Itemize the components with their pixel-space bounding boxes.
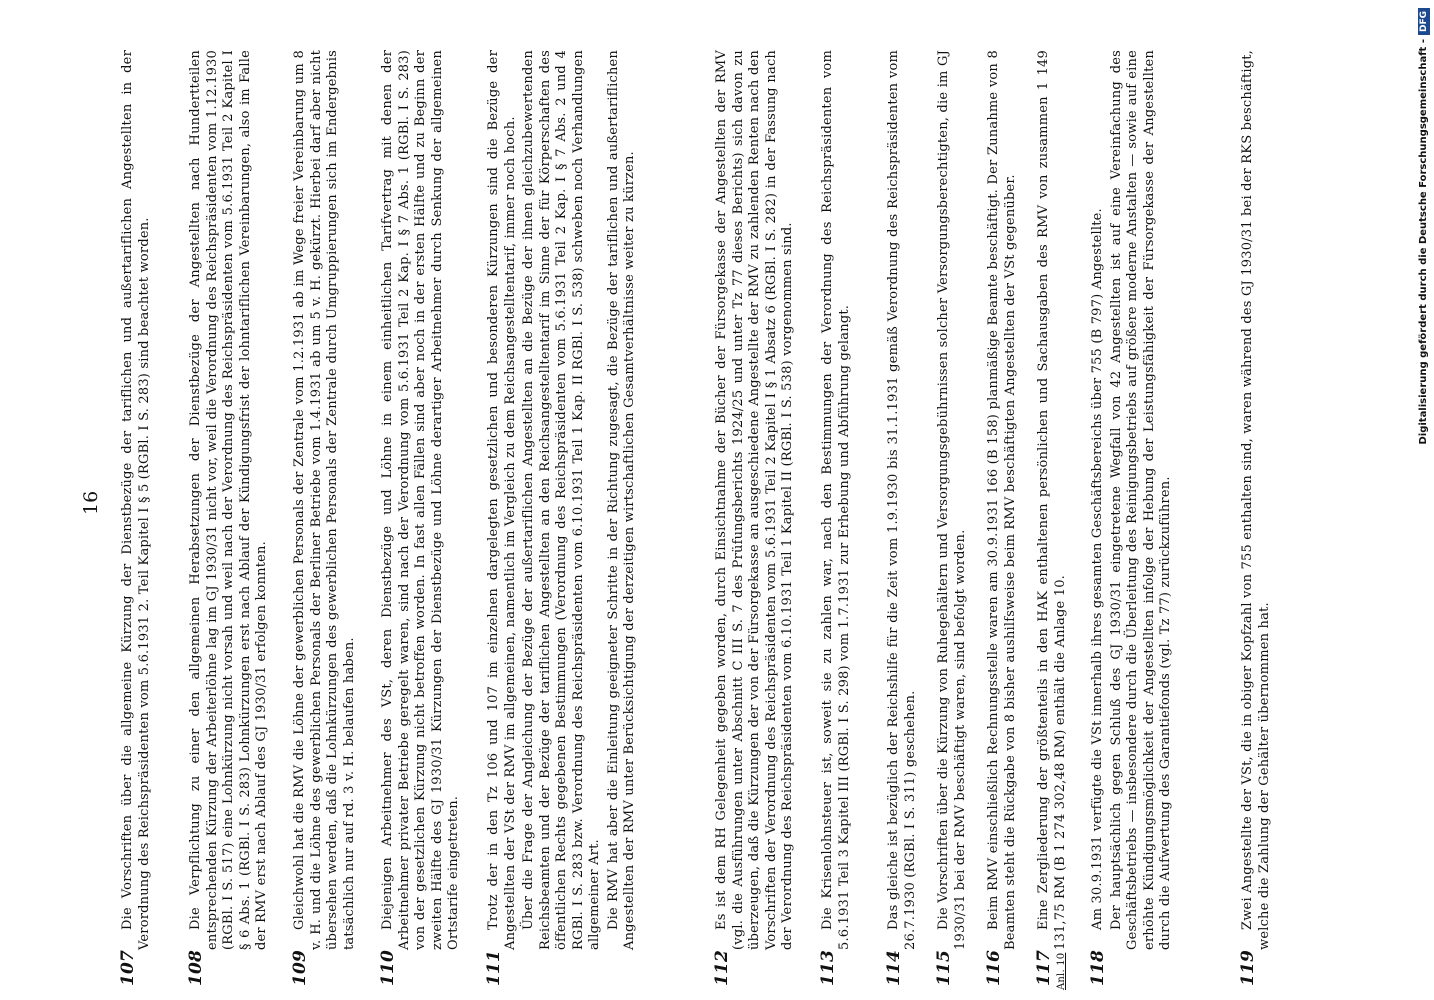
paragraph-number: 110 xyxy=(378,949,398,986)
paragraph-number: 114 xyxy=(884,949,904,986)
paragraph-text: Über die Frage der Angleichung der Bezüge der außertariflichen Angestellten an die Bezüge der ihnen gleichzubewertenden Reichsbeamten und der Bezüge der tariflichen Angestellten an den Reichsangestelltentarif im Sinne der für Körperschaften des öffentlichen Rechts gegebenen Bestimmungen (Verordnung des Reichspräsidenten vom 5.6.1931 Teil 2 Kap. I § 7 Abs. 2 und 4 RGBl. I S. 283 bzw. Verordnung des Reichspräsidenten vom 6.10.1931 Teil 1 Kap. II RGBl. I S. 538) schweben noch Verhandlungen allgemeiner Art. xyxy=(521,50,602,950)
paragraph-text: Am 30.9.1931 verfügte die VSt innerhalb ihres gesamten Geschäftsbereichs über 755 (B 797) Angestellte. xyxy=(1090,208,1105,930)
dfg-logo: DFG xyxy=(1418,8,1430,35)
digitization-credit xyxy=(1416,8,1432,988)
paragraph-text: Zwei Angestellte der VSt, die in obiger Kopfzahl von 755 enthalten sind, waren während des GJ 1930/31 bei der RKS beschäftigt, welche die Zahlung der Gehälter übernommen hat. xyxy=(1240,50,1272,950)
paragraph-text: Die Verpflichtung zu einer den allgemeinen Herabsetzungen der Dienstbezüge der Angestellten nach Hundertteilen entsprechenden Kürzung der Arbeiterlöhne lag im GJ 1930/31 nicht vor, weil die Verordnung des Reichspräsidenten vom 1.12.1930 (RGBl. I S. 517) eine Lohnkürzung nicht vorsah und weil nach der Verordnung des Reichspräsidenten vom 5.6.1931 Teil 2 Kapitel I § 6 Abs. 1 (RGBl. I S. 283) Lohnkürzungen erst nach Ablauf der Kündigungsfrist der lohntariflichen Vereinbarungen, also im Falle der RMV erst nach Ablauf des GJ 1930/31 erfolgen konnten. xyxy=(188,50,269,950)
paragraph-115 xyxy=(934,50,969,986)
paragraph-117 xyxy=(1034,50,1069,990)
paragraph-number: 111 xyxy=(484,949,504,986)
page-number: 16 xyxy=(80,490,102,515)
paragraph-119 xyxy=(1238,50,1273,986)
paragraph-110 xyxy=(378,50,463,986)
paragraph-text: Die Vorschriften über die Kürzung von Ruhegehältern und Versorgungsgebührnissen solcher Versorgungsberechtigten, die im GJ 1930/31 bei der RMV beschäftigt waren, sind befolgt worden. xyxy=(936,50,968,950)
paragraph-text: Es ist dem RH Gelegenheit gegeben worden, durch Einsichtnahme der Bücher der Fürsorgekasse der Angestellten der RMV (vgl. die Ausführungen unter Abschnitt C III S. 7 des Prüfungsberichts 1924/25 und unter Tz 77 dieses Berichts) sich davon zu überzeugen, daß die Kürzungen der von der Fürsorgekasse an ausgeschiedene Angestellte der RMV zu zahlenden Renten nach den Vorschriften der Verordnung des Reichspräsidenten vom 5.6.1931 Teil 2 Kapitel I § 1 Absatz 6 (RGBl. I S. 282) in der Fassung nach der Verordnung des Reichspräsidenten vom 6.10.1931 Teil 1 Kapitel II (RGBl. I S. 538) vorgenommen sind. xyxy=(714,50,795,950)
paragraph-number: 115 xyxy=(934,949,954,986)
paragraph-number: 116 xyxy=(984,949,1004,986)
paragraph-number: 118 xyxy=(1088,949,1108,986)
paragraph-113 xyxy=(818,50,853,986)
paragraph-text: Die RMV hat aber die Einleitung geeigneter Schritte in der Richtung zugesagt, die Bezüge der tariflichen und außertariflichen Angestellten der RMV unter Berücksichtigung der derzeitigen wirtschaftlichen Gesamtverhältnisse weiter zu kürzen. xyxy=(605,50,637,950)
paragraph-text: Das gleiche ist bezüglich der Reichshilfe für die Zeit vom 1.9.1930 bis 31.1.1931 gemäß Verordnung des Reichspräsidenten vom 26.7.1930 (RGBl. I S. 311) geschehen. xyxy=(886,50,918,950)
paragraph-111 xyxy=(484,50,639,986)
paragraph-112 xyxy=(712,50,797,986)
paragraph-number: 113 xyxy=(818,949,838,986)
paragraph-number: 112 xyxy=(712,949,732,986)
paragraph-number: 109 xyxy=(290,949,310,986)
paragraph-text: Die Krisenlohnsteuer ist, soweit sie zu zahlen war, nach den Bestimmungen der Verordnung des Reichspräsidenten vom 5.6.1931 Teil 3 Kapitel III (RGBl. I S. 298) vom 1.7.1931 zur Erhebung und Abführung gelangt. xyxy=(820,50,852,950)
paragraph-116 xyxy=(984,50,1019,986)
credit-text: Digitalisierung gefördert durch die Deutsche Forschungsgemeinschaft - xyxy=(1418,39,1429,445)
document-page xyxy=(60,10,1390,990)
paragraph-107 xyxy=(118,50,153,986)
paragraph-118 xyxy=(1088,50,1175,986)
paragraph-number: 119 xyxy=(1238,949,1258,986)
paragraph-text: Die Vorschriften über die allgemeine Kürzung der Dienstbezüge der tariflichen und außertariflichen Angestellten in der Verordnung des Reichspräsidenten vom 5.6.1931 2. Teil Kapitel I § 5 (RGBl. I S. 283) sind beachtet worden. xyxy=(120,50,152,950)
paragraph-text: Beim RMV einschließlich Rechnungsstelle waren am 30.9.1931 166 (B 158) planmäßige Beamte beschäftigt. Der Zunahme von 8 Beamten steht die Rückgabe von 8 bisher aushilfsweise beim RMV beschäftigten Angestellten der VSt gegenüber. xyxy=(986,50,1018,950)
paragraph-number: 107 xyxy=(118,949,138,986)
paragraph-109 xyxy=(290,50,358,986)
paragraph-text: Gleichwohl hat die RMV die Löhne der gewerblichen Personals der Zentrale vom 1.2.1931 ab im Wege freier Vereinbarung um 8 v. H. und die Löhne des gewerblichen Personals der Berliner Betriebe vom 1.4.1931 ab um 5 v. H. gekürzt. Hierbei darf aber nicht übersehen werden, daß die Lohnkürzungen des gewerblichen Personals der Zentrale durch Umgruppierungen sich im Endergebnis tatsächlich nur auf rd. 3 v. H. belaufen haben. xyxy=(292,50,357,950)
paragraph-number: 108 xyxy=(186,949,206,986)
paragraph-text: Trotz der in den Tz 106 und 107 im einzelnen dargelegten gesetzlichen und besonderen Kürzungen sind die Bezüge der Angestellten der VSt der RMV im allgemeinen, namentlich im Vergleich zu dem Reichsangestelltentarif, immer noch hoch. xyxy=(486,50,518,950)
paragraph-text: Diejenigen Arbeitnehmer des VSt, deren Dienstbezüge und Löhne in einem einheitlichen Tarifvertrag mit denen der Arbeitnehmer privater Betriebe geregelt waren, sind nach der Verordnung vom 5.6.1931 Teil 2 Kap. I § 7 Abs. 1 (RGBl. I S. 283) von der gesetzlichen Kürzung nicht betroffen worden. In fast allen Fällen sind aber noch in der ersten Hälfte und zu Beginn der zweiten Hälfte des GJ 1930/31 Kürzungen der Dienstbezüge und Löhne derartiger Arbeitnehmer durch Senkung der allgemeinen Ortstarife eingetreten. xyxy=(380,50,461,950)
paragraph-text: Der hauptsächlich gegen Schluß des GJ 1930/31 eingetretene Wegfall von 42 Angestellten ist auf eine Vereinfachung des Geschäftsbetriebs — insbesondere durch die Überleitung des Reinigungsbetriebs auf größere moderne Anstalten — sowie auf eine erhöhte Kündigungsmöglichkeit der Angestellten infolge der Hebung der Leistungsfähigkeit der Fürsorgekasse der Angestellten durch die Aufwertung des Garantiefonds (vgl. Tz 77) zurückzuführen. xyxy=(1108,50,1173,950)
paragraph-number: 117 xyxy=(1034,949,1054,986)
paragraph-108 xyxy=(186,50,271,986)
paragraph-text: Eine Zergliederung der größtenteils in den HAK enthaltenen persönlichen und Sachausgaben des RMV von zusammen 1 149 131,75 RM (B 1 274 302,48 RM) enthält die Anlage 10. xyxy=(1036,50,1068,950)
annex-reference: Anl. 10 xyxy=(1056,952,1067,990)
paragraph-114 xyxy=(884,50,919,986)
